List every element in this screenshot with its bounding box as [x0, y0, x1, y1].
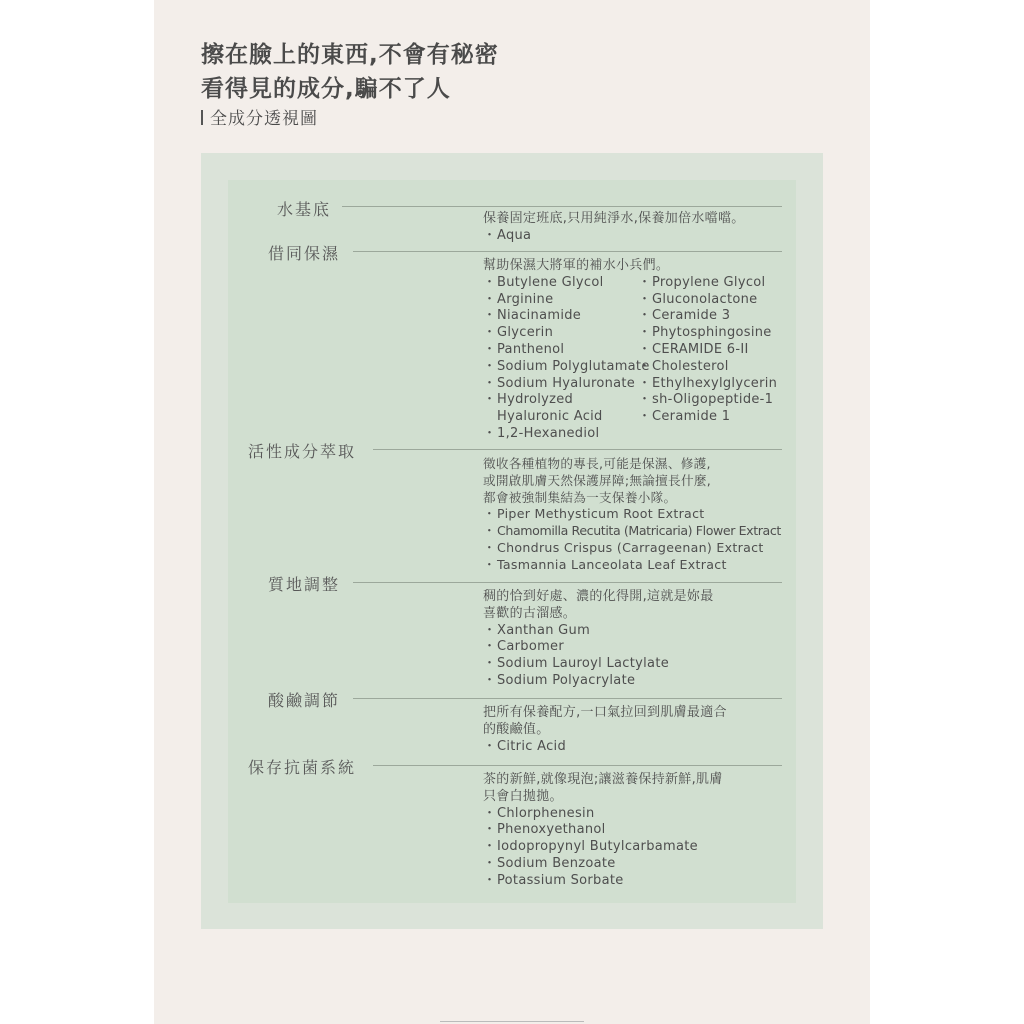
- ingredient-item: ・ Carbomer: [483, 639, 783, 656]
- description-line: 喜歡的古溜感。: [483, 605, 577, 621]
- ingredient-item: ・ Propylene Glycol: [638, 275, 798, 292]
- page-indicator-bar: [440, 1021, 584, 1022]
- headline-line-1: 擦在臉上的東西,不會有秘密: [201, 42, 499, 68]
- description-line: 茶的新鮮,就像現泡;讓滋養保持新鮮,肌膚: [483, 772, 723, 787]
- page: [154, 0, 870, 1024]
- category-ph-balance-details: [483, 705, 783, 755]
- ingredient-item: ・ CERAMIDE 6-II: [638, 342, 798, 359]
- ingredient-item: ・ Sodium Polyglutamate: [483, 359, 643, 376]
- ingredient-item: ・ Niacinamide: [483, 308, 643, 325]
- subtitle-text: 全成分透視圖: [210, 109, 318, 129]
- description-line: 保養固定班底,只用純淨水,保養加倍水噹噹。: [483, 211, 745, 226]
- ingredient-column-right: [638, 275, 798, 426]
- category-water-base-details: [483, 211, 783, 245]
- category-preservation: 保存抗菌系統: [248, 758, 357, 777]
- category-ph-balance: 酸鹼調節: [268, 691, 341, 710]
- ingredient-item: ・ Glycerin: [483, 325, 643, 342]
- ingredient-item: ・ Ethylhexylglycerin: [638, 376, 798, 393]
- category-moisturizing-details: [483, 258, 783, 441]
- ingredient-item: ・ sh-Oligopeptide-1: [638, 392, 798, 409]
- ingredient-item: ・ Gluconolactone: [638, 292, 798, 309]
- ingredient-item: ・ Ceramide 3: [638, 308, 798, 325]
- ingredient-item: ・ Iodopropynyl Butylcarbamate: [483, 839, 783, 856]
- description-line: 的酸鹼值。: [483, 721, 550, 737]
- category-divider: [353, 251, 782, 252]
- category-texture-details: [483, 589, 783, 690]
- ingredient-item: ・ Potassium Sorbate: [483, 873, 783, 890]
- category-divider: [353, 582, 782, 583]
- ingredient-item: ・ Butylene Glycol: [483, 275, 643, 292]
- ingredient-item: ・ Sodium Hyaluronate: [483, 376, 643, 393]
- ingredient-item: ・ Sodium Lauroyl Lactylate: [483, 656, 783, 673]
- ingredient-item: ・ Hydrolyzed Hyaluronic Acid: [483, 392, 637, 426]
- ingredient-item: ・ Citric Acid: [483, 739, 783, 756]
- ingredient-item: ・ Aqua: [483, 228, 783, 245]
- subtitle-bar: [201, 110, 203, 125]
- headline-line-2: 看得見的成分,騙不了人: [201, 76, 451, 102]
- category-water-base: 水基底: [277, 200, 332, 219]
- subtitle: [201, 104, 318, 129]
- ingredient-item: ・ Panthenol: [483, 342, 643, 359]
- ingredient-item: ・ Cholesterol: [638, 359, 798, 376]
- category-active-extracts: 活性成分萃取: [248, 442, 357, 461]
- ingredient-panel-inner: [228, 180, 796, 903]
- ingredient-item: ・ Xanthan Gum: [483, 623, 783, 640]
- description-line: 或開啟肌膚天然保護屏障;無論擅長什麼,: [483, 472, 712, 488]
- ingredient-item: ・ Ceramide 1: [638, 409, 798, 426]
- description-line: 都會被強制集結為一支保養小隊。: [483, 489, 677, 505]
- category-divider: [342, 206, 782, 207]
- ingredient-item: ・ Phenoxyethanol: [483, 822, 783, 839]
- category-preservation-details: [483, 772, 783, 890]
- category-active-extracts-details: [483, 456, 783, 574]
- description-line: 徵收各種植物的專長,可能是保濕、修護,: [483, 456, 711, 471]
- ingredient-panel: [201, 153, 823, 929]
- category-texture: 質地調整: [268, 575, 341, 594]
- ingredient-item: ・ Arginine: [483, 292, 643, 309]
- ingredient-item: ・ 1,2-Hexanediol: [483, 426, 643, 443]
- ingredient-item: ・ Sodium Benzoate: [483, 856, 783, 873]
- ingredient-item: ・ Chondrus Crispus (Carrageenan) Extract: [483, 540, 783, 557]
- category-divider: [373, 765, 782, 766]
- ingredient-item: ・ Piper Methysticum Root Extract: [483, 506, 783, 523]
- category-divider: [373, 449, 782, 450]
- category-moisturizing: 借同保濕: [268, 244, 341, 263]
- category-divider: [353, 698, 782, 699]
- ingredient-column-left: [483, 274, 650, 443]
- ingredient-item: ・ Tasmannia Lanceolata Leaf Extract: [483, 557, 783, 574]
- description-line: 稠的恰到好處、濃的化得開,這就是妳最: [483, 589, 714, 604]
- description-line: 把所有保養配方,一口氣拉回到肌膚最適合: [483, 705, 727, 720]
- description-line: 只會白拋拋。: [483, 788, 563, 804]
- description-line: 幫助保濕大將軍的補水小兵們。: [483, 258, 670, 273]
- ingredient-item: ・ Chlorphenesin: [483, 806, 783, 823]
- ingredient-item: ・ Chamomilla Recutita (Matricaria) Flower Extract: [483, 523, 783, 540]
- ingredient-item: ・ Phytosphingosine: [638, 325, 798, 342]
- ingredient-item: ・ Sodium Polyacrylate: [483, 673, 783, 690]
